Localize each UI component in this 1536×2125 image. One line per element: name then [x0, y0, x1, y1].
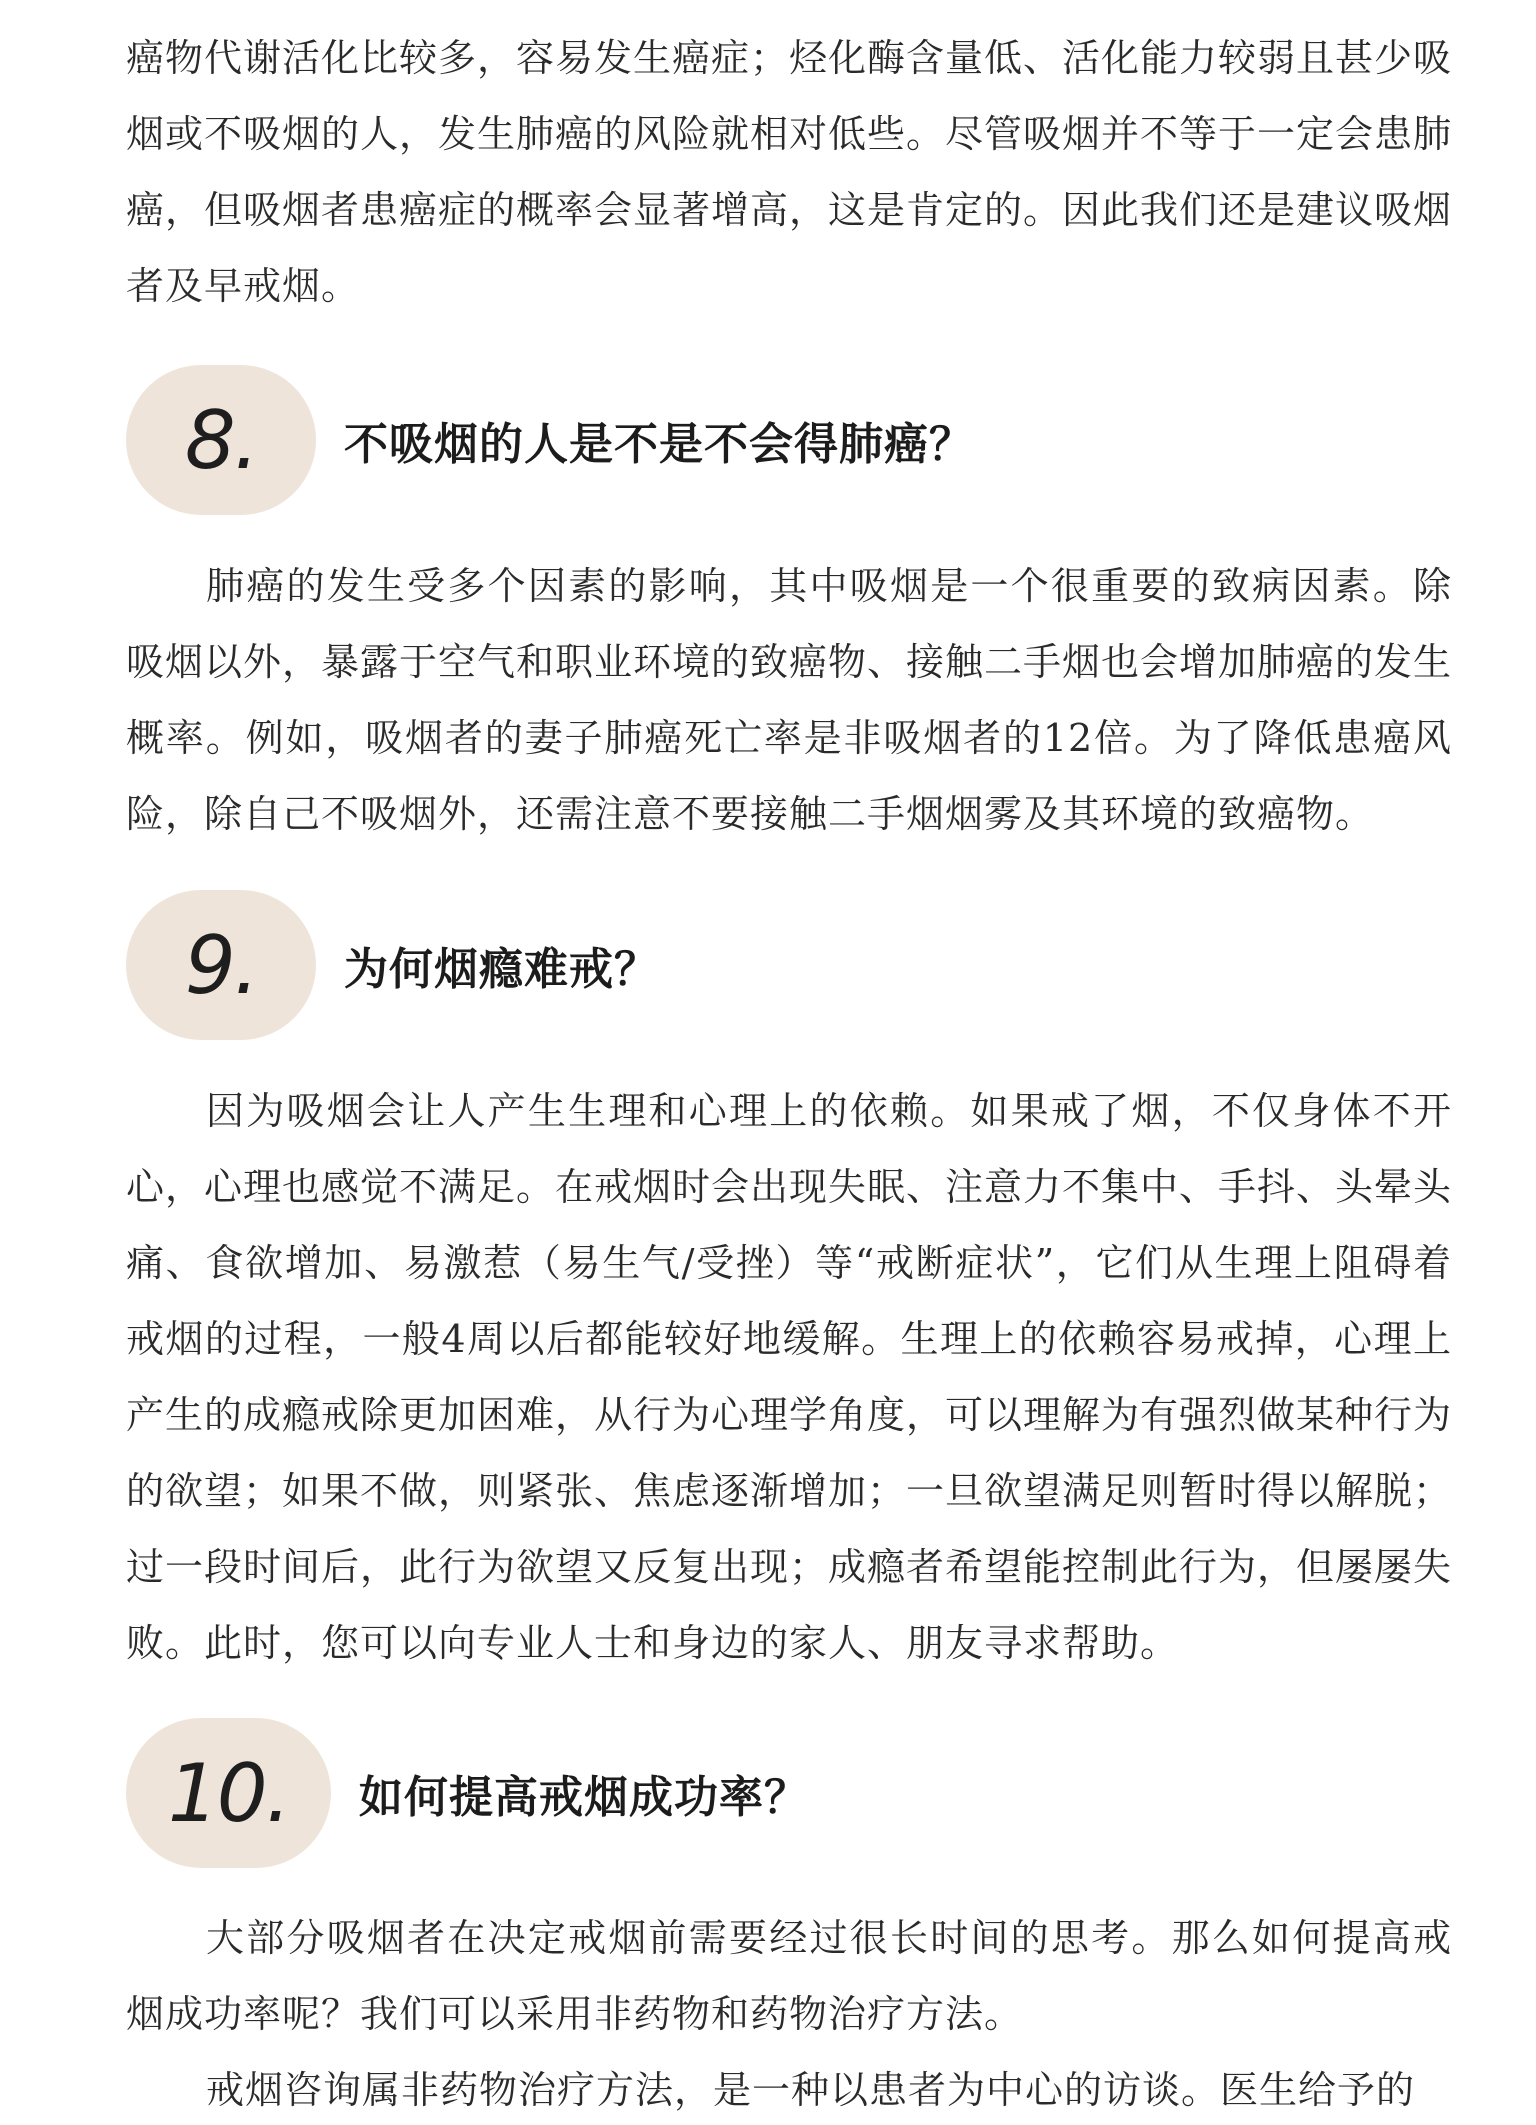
section-9-heading	[126, 890, 659, 1040]
section-8-heading	[126, 365, 974, 515]
section-10-paragraph-continued: 戒烟咨询属非药物治疗方法，是一种以患者为中心的访谈。医生给予的	[206, 2068, 1416, 2112]
section-title: 不吸烟的人是不是不会得肺癌？	[344, 419, 974, 470]
section-title: 为何烟瘾难戒？	[344, 944, 659, 995]
section-number-badge	[126, 1718, 331, 1868]
section-number-badge	[126, 890, 316, 1040]
section-8-paragraph: 肺癌的发生受多个因素的影响，其中吸烟是一个很重要的致病因素。除吸烟以外，暴露于空气和职业环境的致癌物、接触二手烟也会增加肺癌的发生概率。例如，吸烟者的妻子肺癌死亡率是非吸烟者的12倍。为了降低患癌风险，除自己不吸烟外，还需注意不要接触二手烟烟雾及其环境的致癌物。	[126, 564, 1453, 836]
section-number: 8.	[184, 393, 258, 487]
section-10-heading	[126, 1718, 809, 1868]
section-number: 9.	[184, 918, 258, 1012]
section-10-paragraph: 大部分吸烟者在决定戒烟前需要经过很长时间的思考。那么如何提高戒烟成功率呢？我们可以采用非药物和药物治疗方法。	[126, 1916, 1452, 2036]
intro-paragraph: 癌物代谢活化比较多，容易发生癌症；烃化酶含量低、活化能力较弱且甚少吸烟或不吸烟的人，发生肺癌的风险就相对低些。尽管吸烟并不等于一定会患肺癌，但吸烟者患癌症的概率会显著增高，这是肯定的。因此我们还是建议吸烟者及早戒烟。	[126, 36, 1453, 308]
section-title: 如何提高戒烟成功率？	[359, 1772, 809, 1823]
section-9-paragraph: 因为吸烟会让人产生生理和心理上的依赖。如果戒了烟，不仅身体不开心，心理也感觉不满足。在戒烟时会出现失眠、注意力不集中、手抖、头晕头痛、食欲增加、易激惹（易生气/受挫）等“戒断症状”，它们从生理上阻碍着戒烟的过程，一般4周以后都能较好地缓解。生理上的依赖容易戒掉，心理上产生的成瘾戒除更加困难，从行为心理学角度，可以理解为有强烈做某种行为的欲望；如果不做，则紧张、焦虑逐渐增加；一旦欲望满足则暂时得以解脱；过一段时间后，此行为欲望又反复出现；成瘾者希望能控制此行为，但屡屡失败。此时，您可以向专业人士和身边的家人、朋友寻求帮助。	[126, 1089, 1453, 1665]
section-number-badge	[126, 365, 316, 515]
section-number: 10.	[167, 1746, 290, 1840]
